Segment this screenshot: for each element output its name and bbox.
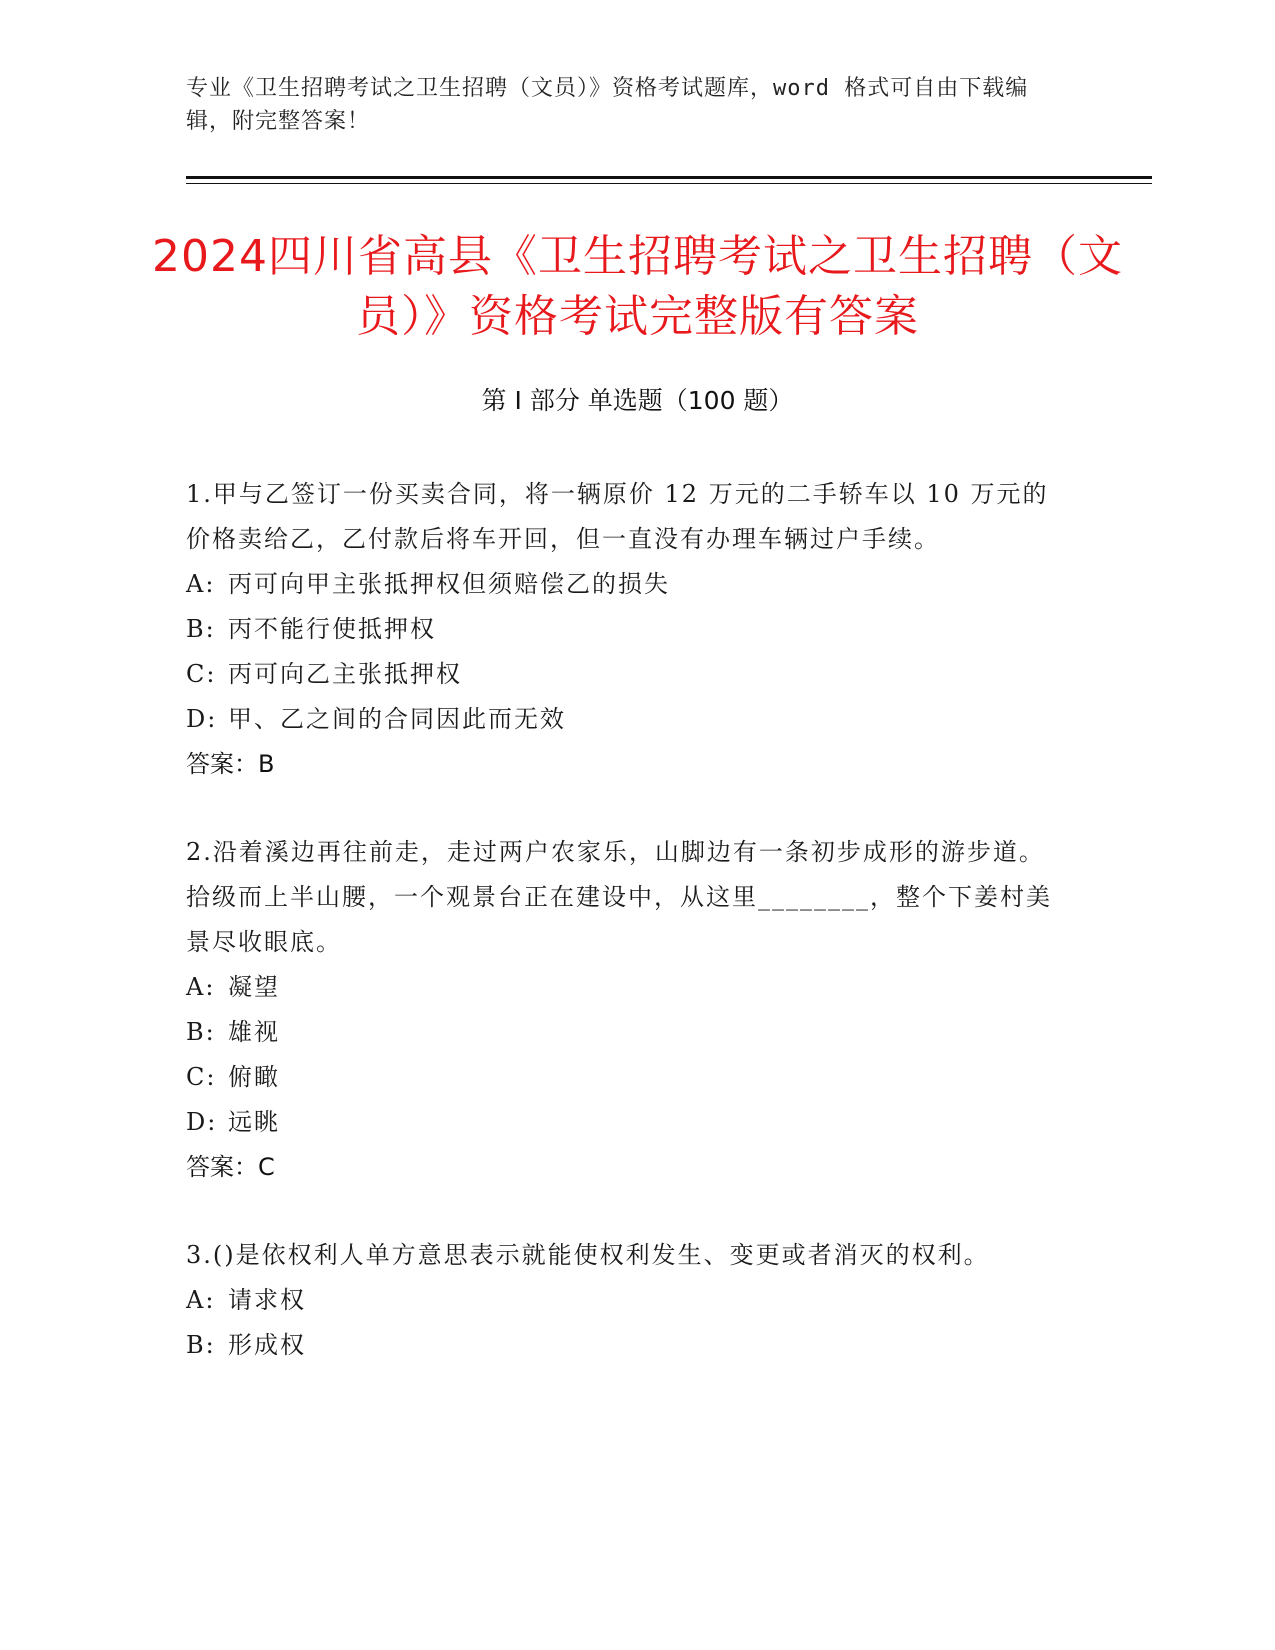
section-title: 第 I 部分 单选题（100 题） xyxy=(481,386,794,415)
option-text: 丙不能行使抵押权 xyxy=(228,615,436,643)
option-text: 甲、乙之间的合同因此而无效 xyxy=(228,705,566,733)
option-text: 请求权 xyxy=(228,1286,306,1314)
document-title: 2024四川省高县《卫生招聘考试之卫生招聘（文员）》资格考试完整版有答案 xyxy=(152,231,1123,342)
question-3 xyxy=(186,1233,1066,1368)
option-c xyxy=(186,652,1066,697)
option-key: D: xyxy=(186,1108,218,1136)
option-key: B: xyxy=(186,615,216,643)
answer-line: 答案：B xyxy=(186,750,275,778)
option-text: 远眺 xyxy=(228,1108,280,1136)
question-1 xyxy=(186,472,1066,787)
option-key: B: xyxy=(186,1018,216,1046)
option-b xyxy=(186,1323,1066,1368)
option-key: A: xyxy=(186,973,216,1001)
option-c xyxy=(186,1055,1066,1100)
option-text: 凝望 xyxy=(228,973,280,1001)
option-a xyxy=(186,1278,1066,1323)
question-stem: 3.()是依权利人单方意思表示就能使权利发生、变更或者消灭的权利。 xyxy=(186,1241,990,1269)
option-a xyxy=(186,562,1066,607)
option-text: 丙可向甲主张抵押权但须赔偿乙的损失 xyxy=(228,570,670,598)
header-note: 专业《卫生招聘考试之卫生招聘（文员）》资格考试题库，word 格式可自由下载编辑，附完整答案！ xyxy=(186,76,1029,134)
option-key: A: xyxy=(186,570,216,598)
answer-line: 答案：C xyxy=(186,1153,275,1181)
option-text: 俯瞰 xyxy=(228,1063,280,1091)
header-rule-thin xyxy=(186,183,1152,184)
option-text: 丙可向乙主张抵押权 xyxy=(228,660,462,688)
option-a xyxy=(186,965,1066,1010)
header-rule-thick xyxy=(186,176,1152,179)
question-2 xyxy=(186,830,1066,1190)
option-key: C: xyxy=(186,1063,217,1091)
question-list xyxy=(186,472,1066,1411)
option-b xyxy=(186,1010,1066,1055)
option-key: D: xyxy=(186,705,218,733)
option-key: A: xyxy=(186,1286,216,1314)
option-b xyxy=(186,607,1066,652)
option-text: 形成权 xyxy=(228,1331,306,1359)
option-key: C: xyxy=(186,660,217,688)
option-text: 雄视 xyxy=(228,1018,280,1046)
question-stem: 1.甲与乙签订一份买卖合同，将一辆原价 12 万元的二手轿车以 10 万元的价格卖给乙，乙付款后将车开回，但一直没有办理车辆过户手续。 xyxy=(186,480,1049,553)
option-key: B: xyxy=(186,1331,216,1359)
option-d xyxy=(186,1100,1066,1145)
question-stem: 2.沿着溪边再往前走，走过两户农家乐，山脚边有一条初步成形的游步道。拾级而上半山腰，一个观景台正在建设中，从这里________，整个下姜村美景尽收眼底。 xyxy=(186,838,1052,956)
option-d xyxy=(186,697,1066,742)
